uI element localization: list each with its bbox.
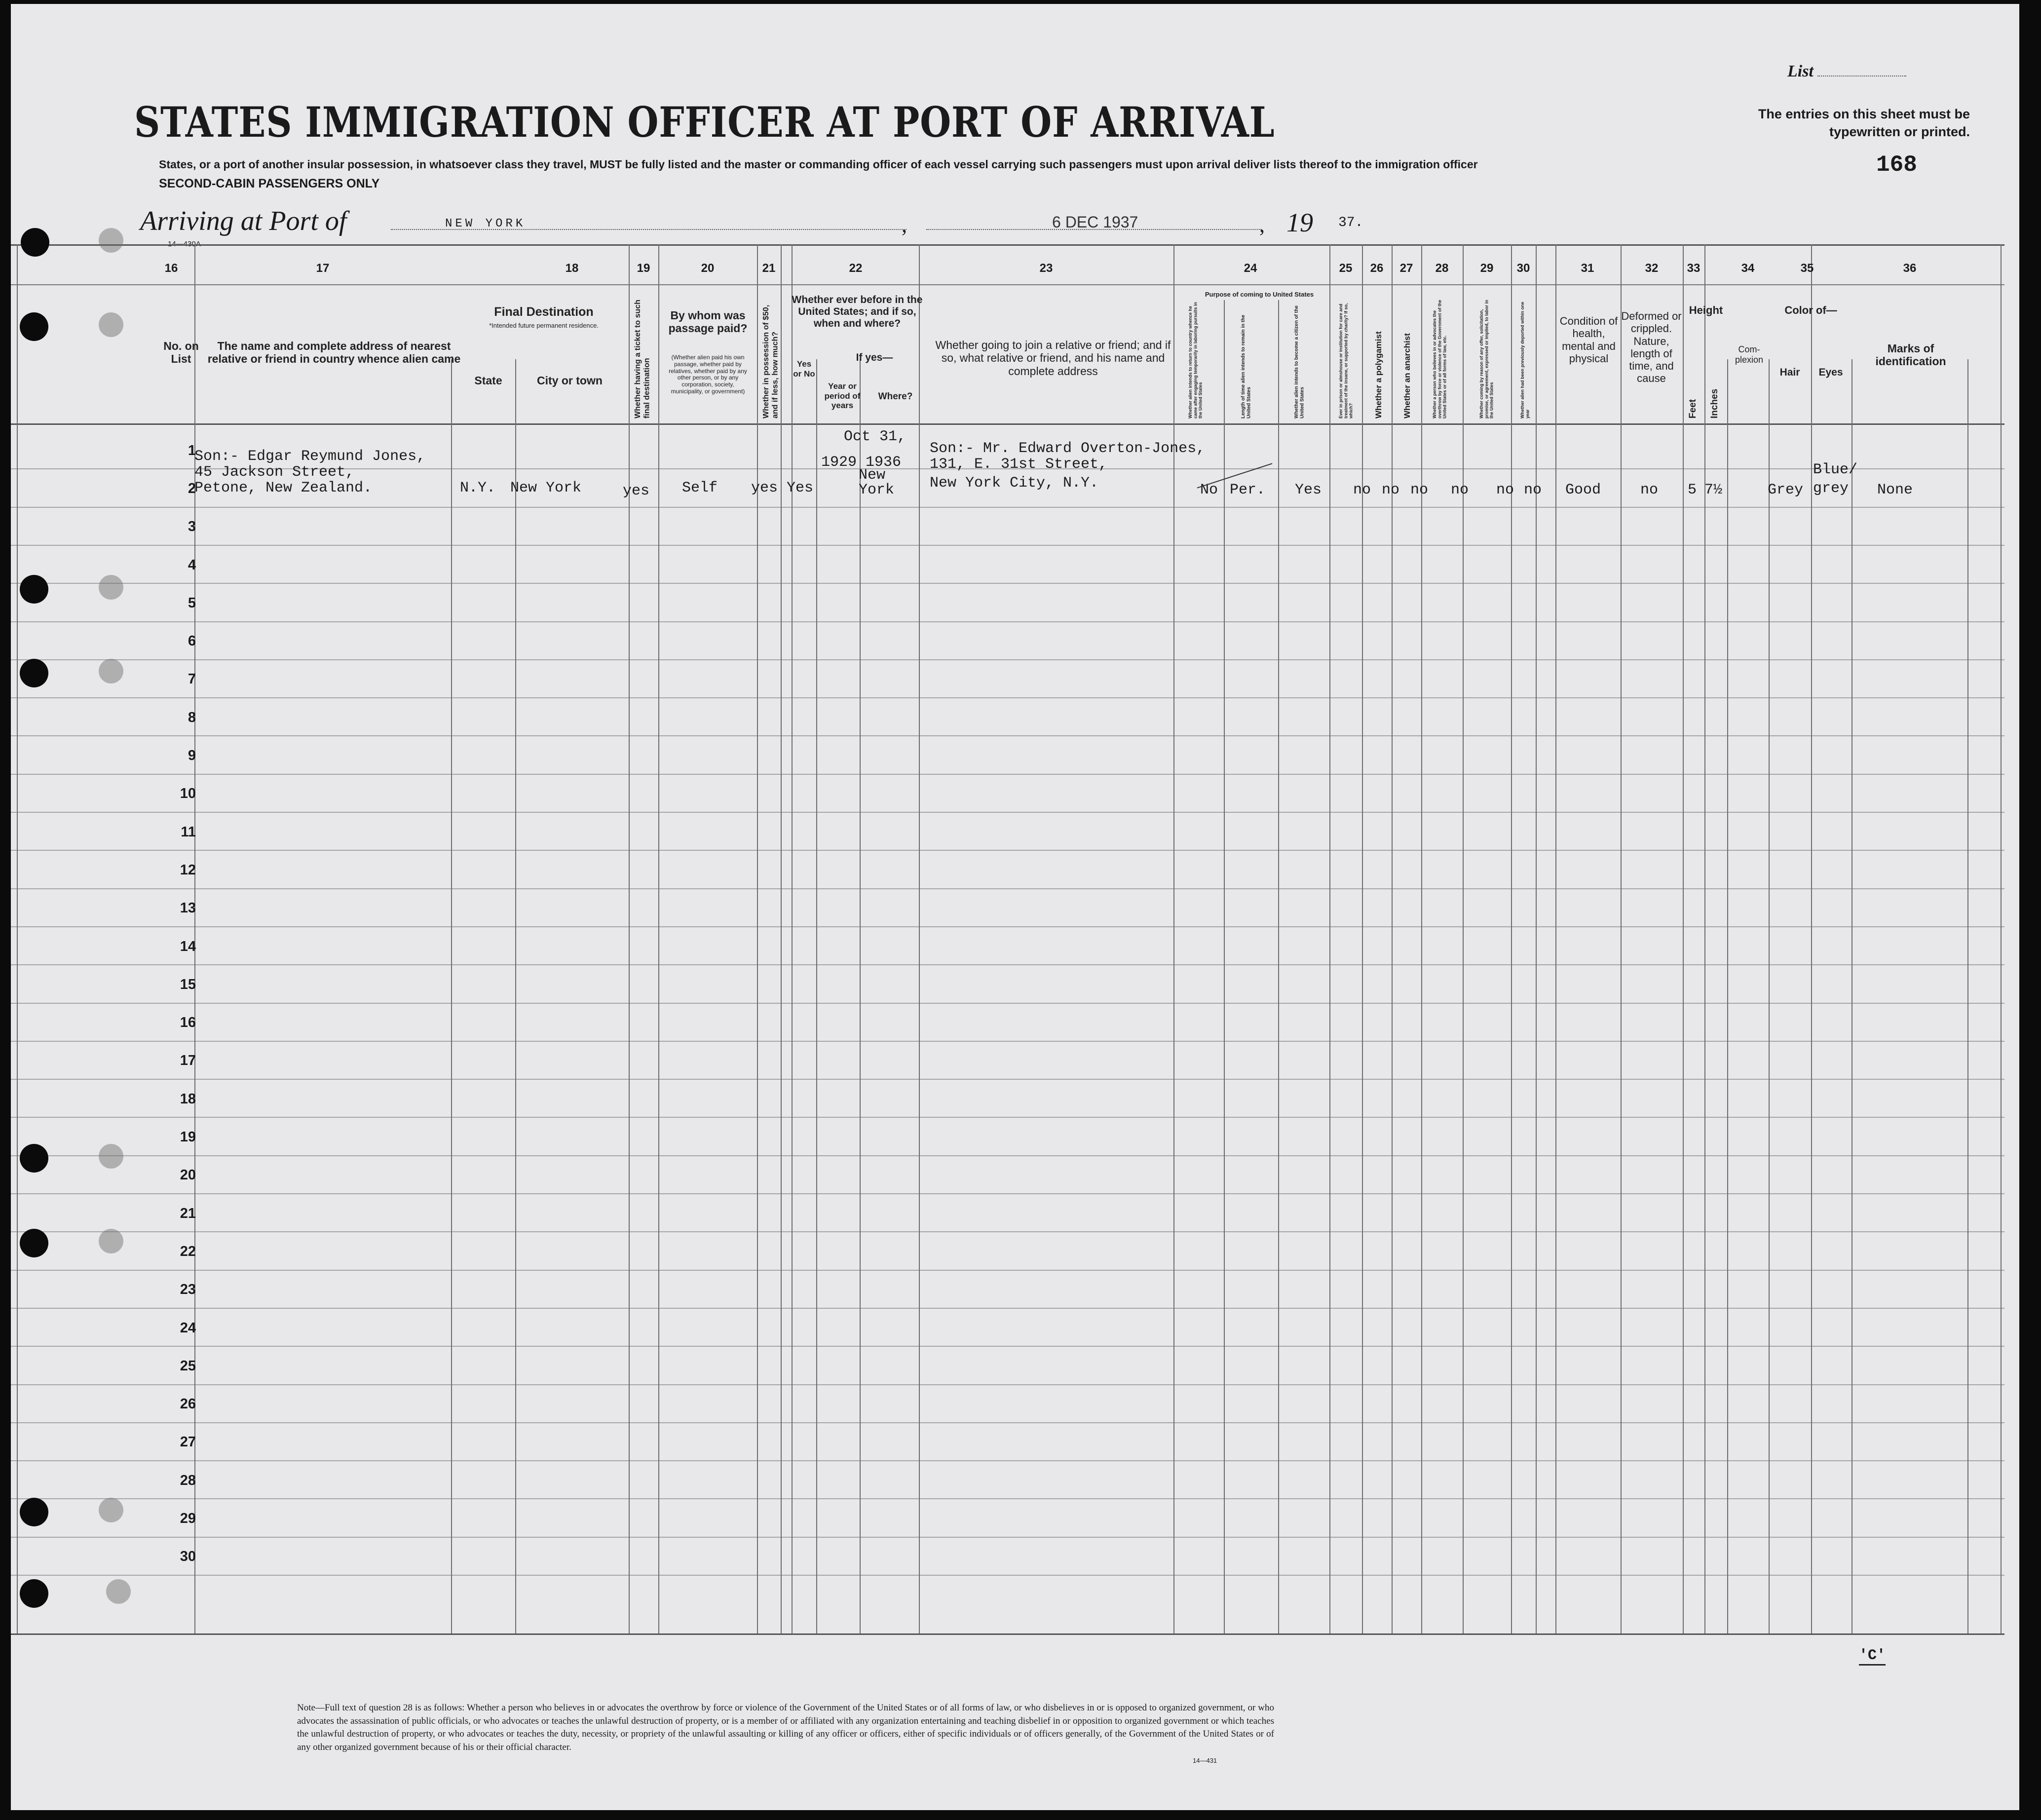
row1-purpose-b: Per. xyxy=(1230,482,1266,498)
hole-shadow xyxy=(99,575,123,600)
header-state: State xyxy=(474,374,502,387)
header-ticket: Whether having a ticket to such final destination xyxy=(634,300,651,418)
row-number: 7 xyxy=(188,671,196,687)
footer-form-code: 14—431 xyxy=(1193,1757,1217,1764)
header-complexion: Com-plexion xyxy=(1735,344,1764,365)
row-rule xyxy=(11,507,2004,508)
binding-hole xyxy=(20,1229,48,1257)
row1-marks: None xyxy=(1877,482,1913,498)
row-number: 1 xyxy=(188,442,196,458)
header-final-destination-note: *Intended future permanent residence. xyxy=(489,322,599,329)
row-rule xyxy=(11,1003,2004,1004)
list-label: List xyxy=(1787,62,1906,81)
column-rule xyxy=(1704,244,1705,1633)
column-rule xyxy=(17,244,18,1633)
row1-relative-line2: 45 Jackson Street, xyxy=(194,464,355,481)
column-rule xyxy=(515,359,516,1633)
row1-join-line2: 131, E. 31st Street, xyxy=(930,456,1108,473)
row-number: 5 xyxy=(188,595,196,611)
column-rule xyxy=(1278,300,1279,1633)
row1-feet: 5 xyxy=(1688,482,1697,498)
hole-shadow xyxy=(106,1579,131,1604)
column-number: 32 xyxy=(1645,262,1659,275)
row-number: 19 xyxy=(180,1129,196,1145)
column-number: 30 xyxy=(1516,262,1530,275)
row-number: 10 xyxy=(180,786,196,802)
row-rule xyxy=(11,1041,2004,1042)
row-rule xyxy=(11,697,2004,698)
header-feet: Feet xyxy=(1688,399,1698,418)
row-number: 23 xyxy=(180,1282,196,1298)
binding-hole xyxy=(20,659,48,687)
column-number: 29 xyxy=(1480,262,1494,275)
row-rule xyxy=(11,1422,2004,1423)
header-purpose-a: Whether alien intends to return to country whence he came after engaging temporarily in laboring pursuits in the United States xyxy=(1188,302,1203,418)
row1-deformed: no xyxy=(1640,482,1659,498)
header-height: Height xyxy=(1689,304,1723,316)
header-purpose-c: Whether alien intends to become a citizen of the United States xyxy=(1294,305,1305,418)
comma-1: , xyxy=(902,213,907,237)
row-rule xyxy=(11,1193,2004,1194)
column-rule xyxy=(1392,244,1393,1633)
column-rule xyxy=(1463,244,1464,1633)
row-rule xyxy=(11,583,2004,584)
hole-shadow xyxy=(99,659,123,683)
binding-hole xyxy=(20,1579,48,1608)
row-rule xyxy=(11,1575,2004,1576)
manifest-sheet xyxy=(11,4,2019,1810)
column-rule xyxy=(1621,244,1622,1633)
row-number: 12 xyxy=(180,862,196,878)
row-rule xyxy=(11,1537,2004,1538)
row-number: 13 xyxy=(180,900,196,916)
row-number: 17 xyxy=(180,1053,196,1069)
header-number-rule xyxy=(11,284,2004,285)
row-number: 24 xyxy=(180,1320,196,1336)
header-where: Where? xyxy=(878,391,913,402)
column-number: 34 xyxy=(1741,262,1755,275)
row1-col30: no xyxy=(1524,482,1542,498)
column-number: 27 xyxy=(1399,262,1413,275)
header-money: Whether in possession of $50, and if less, how much? xyxy=(762,304,780,418)
row1-hair: Grey xyxy=(1768,482,1804,498)
column-rule xyxy=(1683,244,1684,1633)
column-rule xyxy=(1329,244,1330,1633)
header-polygamist: Whether a polygamist xyxy=(1374,331,1383,418)
column-number: 21 xyxy=(762,262,776,275)
header-no-on-list: No. on List xyxy=(163,340,199,366)
column-rule xyxy=(1421,244,1422,1633)
row-rule xyxy=(11,735,2004,736)
header-purpose: Purpose of coming to United States xyxy=(1205,291,1314,298)
row1-col28: no xyxy=(1451,482,1469,498)
row-rule xyxy=(11,1117,2004,1118)
row1-before-years: 1929 1936 xyxy=(821,454,902,471)
row1-paid-by: Self xyxy=(682,480,718,496)
column-rule xyxy=(658,244,659,1633)
column-rule xyxy=(1811,244,1812,1633)
column-rule xyxy=(1511,244,1512,1633)
column-number: 36 xyxy=(1903,262,1917,275)
row1-relative-line3: Petone, New Zealand. xyxy=(194,480,373,496)
binding-hole xyxy=(20,1498,48,1526)
row-number: 15 xyxy=(180,976,196,992)
row-number: 30 xyxy=(180,1549,196,1565)
row-rule xyxy=(11,545,2004,546)
row-number: 14 xyxy=(180,938,196,954)
column-number: 35 xyxy=(1800,262,1814,275)
row1-col26: no xyxy=(1382,482,1400,498)
row1-health: Good xyxy=(1565,482,1601,498)
entries-note: The entries on this sheet must be typewritten or printed. xyxy=(1758,107,1970,140)
header-col28: Whether a person who believes in or advocates the overthrow by force or violence of the Government of the United States or of all forms of law, etc. xyxy=(1432,300,1447,418)
header-marks: Marks of identification xyxy=(1875,342,1946,368)
header-top-rule xyxy=(11,244,2004,246)
row1-city: New York xyxy=(510,480,582,496)
row1-purpose-a: No xyxy=(1200,482,1218,498)
header-inches: Inches xyxy=(1709,388,1720,418)
comma-2: , xyxy=(1259,213,1265,237)
row1-before-date: Oct 31, xyxy=(844,428,907,445)
column-number: 20 xyxy=(701,262,715,275)
row1-col27: no xyxy=(1410,482,1429,498)
row-rule xyxy=(11,1155,2004,1156)
column-number: 28 xyxy=(1435,262,1449,275)
column-number: 25 xyxy=(1339,262,1353,275)
page-title: STATES IMMIGRATION OFFICER AT PORT OF ARRIVAL xyxy=(134,98,1275,147)
hole-shadow xyxy=(99,312,123,337)
binding-hole xyxy=(20,312,48,341)
header-col30: Whether alien had been previously deported within one year xyxy=(1520,302,1530,418)
column-number: 22 xyxy=(849,262,863,275)
row-rule xyxy=(11,964,2004,965)
row-number: 8 xyxy=(188,709,196,725)
row-number: 22 xyxy=(180,1243,196,1259)
row-rule xyxy=(11,1498,2004,1499)
header-deformed: Deformed or crippled. Nature, length of time, and cause xyxy=(1621,310,1682,385)
header-relative-address: The name and complete address of nearest relative or friend in country whence alien came xyxy=(207,340,461,366)
year-prefix: 19 xyxy=(1286,208,1313,237)
row-number: 11 xyxy=(181,824,196,840)
header-anarchist: Whether an anarchist xyxy=(1402,333,1412,418)
row-number: 25 xyxy=(180,1358,196,1374)
row-number: 6 xyxy=(188,633,196,649)
column-number: 18 xyxy=(565,262,579,275)
row-rule xyxy=(11,812,2004,813)
column-number: 17 xyxy=(316,262,330,275)
row-number: 2 xyxy=(188,480,196,496)
row-rule xyxy=(11,850,2004,851)
row1-ticket: yes xyxy=(623,483,650,499)
hole-shadow xyxy=(99,1229,123,1253)
row-rule xyxy=(11,1079,2004,1080)
row-rule xyxy=(11,1270,2004,1271)
row-number: 29 xyxy=(180,1511,196,1527)
row1-relative-line1: Son:- Edgar Reymund Jones, xyxy=(194,448,426,465)
column-rule xyxy=(1555,244,1556,1633)
column-number: 26 xyxy=(1370,262,1384,275)
year-suffix: 37. xyxy=(1338,215,1363,230)
column-number: 16 xyxy=(164,262,178,275)
row-number: 21 xyxy=(180,1205,196,1221)
cabin-class: SECOND-CABIN PASSENGERS ONLY xyxy=(159,177,380,190)
header-col29: Whether coming by reason of any offer, solicitation, promise, or agreement, expressed or implied, to labor in the United States xyxy=(1479,300,1494,418)
row-number: 26 xyxy=(180,1396,196,1412)
port-value: NEW YORK xyxy=(445,217,526,230)
header-city: City or town xyxy=(537,374,603,387)
binding-hole xyxy=(21,228,49,257)
table-bottom-rule xyxy=(11,1633,2004,1635)
binding-hole xyxy=(20,575,48,604)
row1-join-line3: New York City, N.Y. xyxy=(930,475,1099,492)
header-join-relative: Whether going to join a relative or friend; and if so, what relative or friend, and his name and complete address xyxy=(935,339,1171,378)
hole-shadow xyxy=(99,1498,123,1522)
header-color-of: Color of— xyxy=(1784,304,1837,316)
column-rule xyxy=(1769,359,1770,1633)
date-stamp: 6 DEC 1937 xyxy=(1052,213,1138,231)
row1-state: N.Y. xyxy=(460,480,496,496)
column-rule xyxy=(629,244,630,1633)
column-rule xyxy=(1727,359,1728,1633)
header-final-destination: Final Destination xyxy=(494,305,594,319)
row-number: 9 xyxy=(188,748,196,764)
row-rule xyxy=(11,621,2004,622)
page-number: 168 xyxy=(1876,152,1917,178)
header-bottom-rule xyxy=(11,423,2004,425)
header-year-period: Year or period of years xyxy=(824,381,861,411)
header-hair: Hair xyxy=(1779,367,1800,378)
row1-before-where: New York xyxy=(859,467,895,498)
row-number: 18 xyxy=(180,1091,196,1107)
row-rule xyxy=(11,1460,2004,1461)
row1-purpose-c: Yes xyxy=(1295,482,1322,498)
binding-hole xyxy=(20,1144,48,1173)
column-rule xyxy=(1536,244,1537,1633)
hole-shadow xyxy=(99,228,123,253)
subtitle: States, or a port of another insular possession, in whatsoever class they travel, MUST be fully listed and the master or commanding officer of each vessel carrying such passengers must upon arrival deliver lists thereof to the immigration officer xyxy=(159,158,1478,171)
column-number: 31 xyxy=(1581,262,1594,275)
header-purpose-b: Length of time alien intends to remain in the United States xyxy=(1241,314,1252,418)
column-rule xyxy=(792,244,793,1633)
column-rule xyxy=(816,359,817,1633)
column-rule xyxy=(1362,244,1363,1633)
c-mark: 'C' xyxy=(1859,1647,1886,1664)
row1-before-yes-no: Yes xyxy=(787,480,814,496)
row-rule xyxy=(11,774,2004,775)
row-rule xyxy=(11,1384,2004,1385)
arriving-label: Arriving at Port of xyxy=(140,206,347,236)
footer-note: Note—Full text of question 28 is as follows: Whether a person who believes in or advocates the overthrow by force or violence of the Government of the United States or of all forms of law, or who disbelieves in or is opposed to organized government, or who advocates the assassination of public officials, or who advocates or teaches the unlawful destruction of property, or is a member of or affiliated with any organization entertaining and teaching disbelief in or opposition to organized government or which teaches the unlawful destruction of property, or who advocates or teaches the duty, necessity, or propriety of the unlawful assaulting or killing of any officer or officers, either of specific individuals or of officers generally, of the Government of the United States or of any other organized government because of his or their official character. xyxy=(297,1703,1274,1752)
row-rule xyxy=(11,1308,2004,1309)
row-number: 3 xyxy=(188,519,196,535)
header-eyes: Eyes xyxy=(1818,367,1843,378)
header-col25: Ever in prison or almshouse or institution for care and treatment of the insane, or supported by charity? If so, which? xyxy=(1338,303,1354,418)
row1-col25: no xyxy=(1353,482,1371,498)
row-number: 27 xyxy=(180,1434,196,1450)
header-yes-or-no: Yes or No xyxy=(793,359,815,379)
column-number: 33 xyxy=(1687,262,1701,275)
row1-eyes: Blue/ grey xyxy=(1813,461,1858,497)
header-passage-paid: By whom was passage paid? xyxy=(668,309,748,335)
row1-col29: no xyxy=(1496,482,1514,498)
row-rule xyxy=(11,659,2004,660)
row-number: 28 xyxy=(180,1472,196,1488)
column-rule xyxy=(1967,359,1968,1633)
column-rule xyxy=(781,244,782,1633)
column-number: 23 xyxy=(1039,262,1053,275)
row-rule xyxy=(11,888,2004,889)
column-number: 19 xyxy=(637,262,650,275)
row-rule xyxy=(11,1231,2004,1232)
row-number: 20 xyxy=(180,1167,196,1183)
row-rule xyxy=(11,926,2004,927)
header-before-us: Whether ever before in the United States; and if so, when and where? xyxy=(792,294,923,330)
column-rule xyxy=(1224,300,1225,1633)
row-number: 4 xyxy=(188,557,196,573)
header-condition: Condition of health, mental and physical xyxy=(1559,315,1618,365)
column-rule xyxy=(757,244,758,1633)
row1-inches: 7½ xyxy=(1704,482,1723,498)
column-rule xyxy=(451,359,452,1633)
column-rule xyxy=(919,244,920,1633)
column-number: 24 xyxy=(1244,262,1257,275)
row1-money: yes xyxy=(751,480,778,496)
row-number: 16 xyxy=(180,1015,196,1031)
column-rule xyxy=(860,359,861,1633)
row1-join-line1: Son:- Mr. Edward Overton-Jones, xyxy=(930,440,1206,457)
hole-shadow xyxy=(99,1144,123,1169)
header-if-yes: If yes— xyxy=(856,352,893,363)
row-rule xyxy=(11,1346,2004,1347)
column-rule xyxy=(2001,244,2002,1633)
header-passage-note: (Whether alien paid his own passage, whether paid by relatives, whether paid by any other person, or by any corporation, society, municipality, or government) xyxy=(669,354,747,395)
